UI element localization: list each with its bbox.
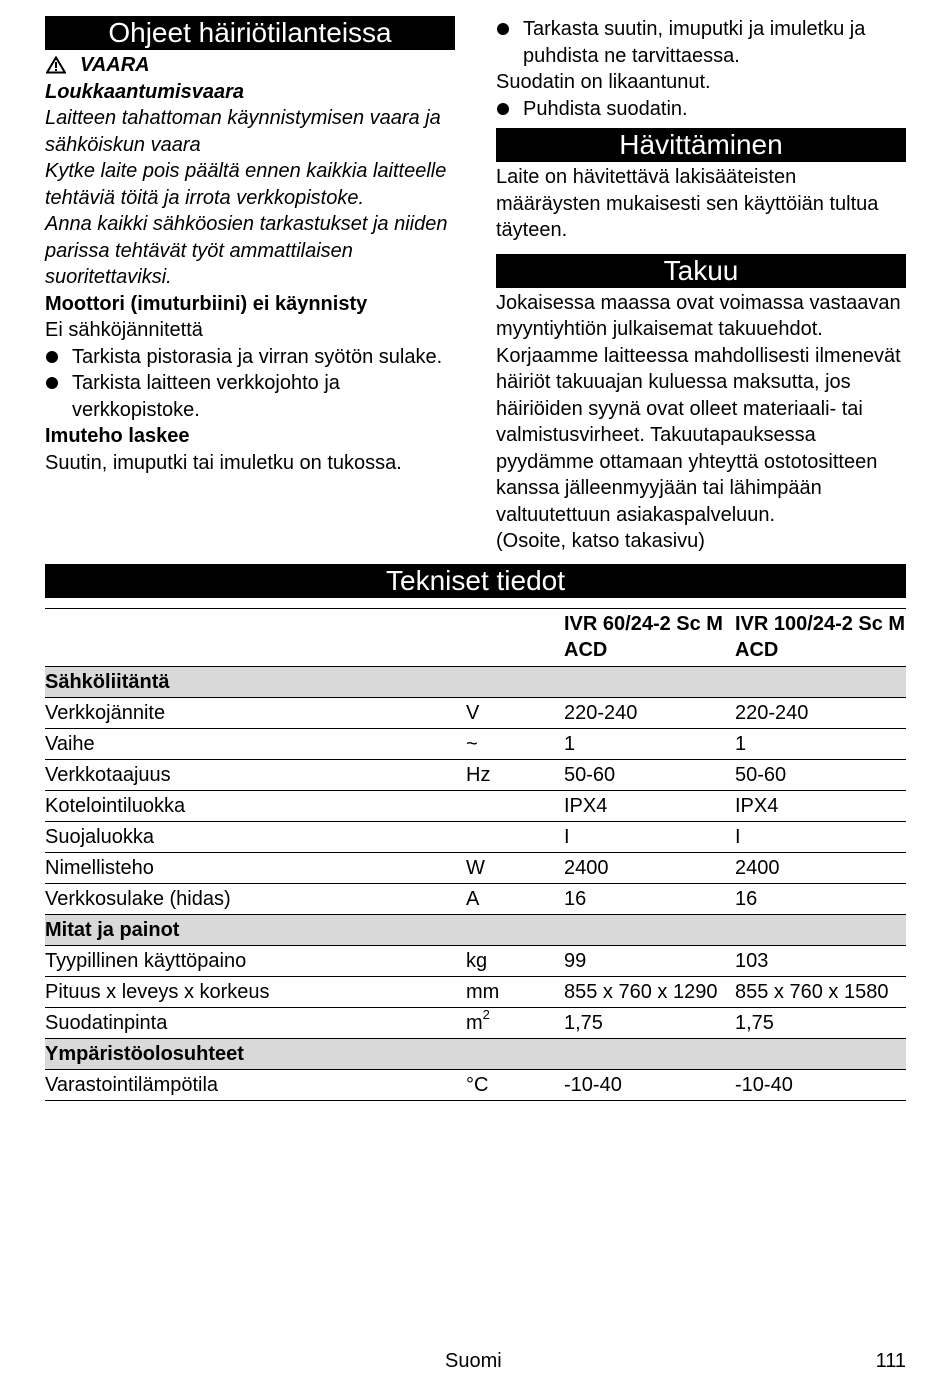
spec-table xyxy=(45,608,906,1101)
row-unit: V xyxy=(466,701,480,724)
row-value-1: I xyxy=(564,825,570,848)
row-unit xyxy=(466,822,564,853)
list-item: Tarkista pistorasia ja virran syötön sulake. xyxy=(45,344,455,371)
page-number: 111 xyxy=(875,1350,906,1372)
list-item: Puhdista suodatin. xyxy=(496,96,906,123)
row-value-2: I xyxy=(735,825,741,848)
warranty-address: (Osoite, katso takasivu) xyxy=(496,530,705,552)
warranty-heading: Takuu xyxy=(496,254,906,288)
row-label: Verkkojännite xyxy=(45,701,166,724)
table-header-row xyxy=(45,609,906,667)
row-value-2: 220-240 xyxy=(735,701,809,724)
row-value-2: 16 xyxy=(735,887,758,910)
row-unit: W xyxy=(466,856,485,879)
section-row xyxy=(45,667,906,698)
unit-superscript: 2 xyxy=(482,1007,490,1023)
motor-cause: Ei sähköjännitettä xyxy=(45,319,203,341)
row-unit xyxy=(466,791,564,822)
disposal-heading: Hävittäminen xyxy=(496,128,906,162)
row-value-1: 99 xyxy=(564,949,587,972)
row-value-2: 1 xyxy=(735,732,747,755)
row-value-1: -10-40 xyxy=(564,1073,622,1096)
row-value-1: IPX4 xyxy=(564,794,608,817)
row-unit: mm xyxy=(466,980,500,1003)
warning-paragraph: Anna kaikki sähköosien tarkastukset ja niiden parissa tehtävät työt ammattilaisen suoritettaviksi. xyxy=(45,213,448,288)
filter-cause: Suodatin on likaantunut. xyxy=(496,71,711,93)
table-row xyxy=(45,729,906,760)
table-row xyxy=(45,791,906,822)
row-unit: kg xyxy=(466,949,488,972)
list-item: Tarkasta suutin, imuputki ja imuletku ja puhdista ne tarvittaessa. xyxy=(496,16,906,69)
injury-title: Loukkaantumisvaara xyxy=(45,80,244,103)
row-label: Suodatinpinta xyxy=(45,1011,168,1034)
row-label: Verkkosulake (hidas) xyxy=(45,887,231,910)
row-value-1: 220-240 xyxy=(564,701,638,724)
row-value-2: 1,75 xyxy=(735,1011,774,1034)
section-label: Ympäristöolosuhteet xyxy=(45,1039,906,1070)
section-row xyxy=(45,915,906,946)
footer-language: Suomi xyxy=(445,1350,502,1372)
section-label: Mitat ja painot xyxy=(45,915,906,946)
row-unit: °C xyxy=(466,1073,489,1096)
table-row xyxy=(45,884,906,915)
disposal-text: Laite on hävitettävä lakisääteisten määräysten mukaisesti sen käyttöiän tultua täyteen. xyxy=(496,166,879,241)
row-unit xyxy=(466,1008,564,1039)
row-value-1: 50-60 xyxy=(564,763,616,786)
table-row xyxy=(45,853,906,884)
table-row xyxy=(45,760,906,791)
left-column xyxy=(45,16,455,476)
row-value-1: 855 x 760 x 1290 xyxy=(564,980,718,1003)
row-label: Tyypillinen käyttöpaino xyxy=(45,949,247,972)
row-value-2: 855 x 760 x 1580 xyxy=(735,980,889,1003)
row-label: Verkkotaajuus xyxy=(45,763,171,786)
warning-label: VAARA xyxy=(80,54,150,76)
row-label: Vaihe xyxy=(45,732,95,755)
warning-paragraph: Laitteen tahattoman käynnistymisen vaara ja sähköiskun vaara xyxy=(45,107,441,156)
row-value-2: 103 xyxy=(735,949,769,972)
warning-paragraph: Kytke laite pois päältä ennen kaikkia laitteelle tehtäviä töitä ja irrota verkkopistoke. xyxy=(45,160,447,209)
row-unit: A xyxy=(466,887,480,910)
warning-line xyxy=(45,52,455,79)
row-unit: Hz xyxy=(466,763,491,786)
warranty-text: Jokaisessa maassa ovat voimassa vastaavan myyntiyhtiön julkaisemat takuuehdot. Korjaamme laitteessa mahdollisesti ilmenevät häiriöt takuuajan kuluessa maksutta, jos häiriöiden syynä ovat olleet materiaali- tai valmistusvirheet. Takuutapauksessa pyydämme ottamaan yhteyttä ostotositteen kanssa jälleenmyyjään tai lähimpään valtuutettuun asiakaspalveluun. xyxy=(496,291,901,526)
row-unit: ~ xyxy=(466,732,478,755)
unit-base: m xyxy=(466,1011,483,1034)
row-value-2: 50-60 xyxy=(735,763,787,786)
table-row xyxy=(45,822,906,853)
row-value-1: 1 xyxy=(564,732,576,755)
row-label: Varastointilämpötila xyxy=(45,1073,219,1096)
suction-title: Imuteho laskee xyxy=(45,425,190,447)
warning-triangle-icon xyxy=(46,56,66,74)
tech-heading: Tekniset tiedot xyxy=(45,564,906,598)
table-row xyxy=(45,977,906,1008)
section-label: Sähköliitäntä xyxy=(45,667,906,698)
right-column xyxy=(496,16,906,555)
list-item: Tarkista laitteen verkkojohto ja verkkopistoke. xyxy=(45,370,455,423)
row-label: Kotelointiluokka xyxy=(45,794,186,817)
suction-cause: Suutin, imuputki tai imuletku on tukossa. xyxy=(45,451,402,474)
row-label: Suojaluokka xyxy=(45,825,154,848)
row-label: Pituus x leveys x korkeus xyxy=(45,980,270,1003)
table-row xyxy=(45,946,906,977)
row-value-1: 16 xyxy=(564,887,587,910)
row-label: Nimellisteho xyxy=(45,856,154,879)
row-value-2: 2400 xyxy=(735,856,780,879)
row-value-2: -10-40 xyxy=(735,1073,793,1096)
troubleshooting-heading: Ohjeet häiriötilanteissa xyxy=(45,16,455,50)
model-1-header: IVR 60/24-2 Sc M ACD xyxy=(564,613,723,661)
row-value-1: 2400 xyxy=(564,856,609,879)
motor-title: Moottori (imuturbiini) ei käynnisty xyxy=(45,292,368,315)
row-value-2: IPX4 xyxy=(735,794,779,817)
section-row xyxy=(45,1039,906,1070)
table-row xyxy=(45,1070,906,1101)
row-value-1: 1,75 xyxy=(564,1011,603,1034)
model-2-header: IVR 100/24-2 Sc M ACD xyxy=(735,613,906,661)
table-row xyxy=(45,1008,906,1039)
table-row xyxy=(45,698,906,729)
